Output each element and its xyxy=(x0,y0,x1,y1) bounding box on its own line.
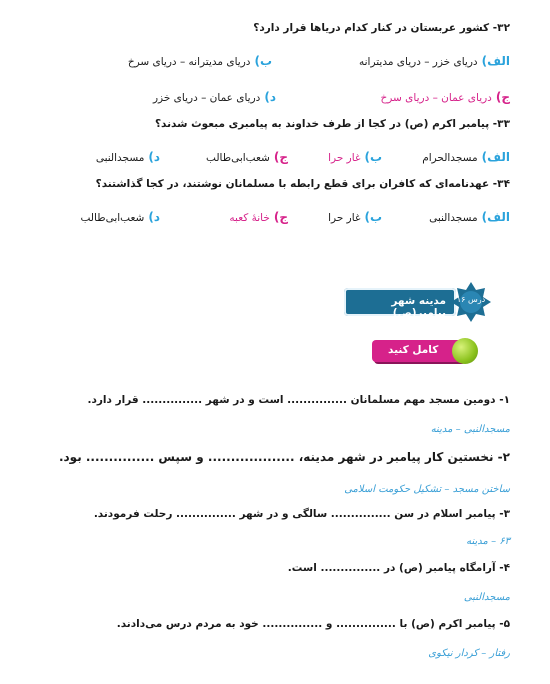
complete-label: کامل کنید xyxy=(388,344,439,356)
question-32: ۳۲- کشور عربستان در کنار کدام دریاها قرار دارد؟ xyxy=(253,22,510,34)
fill-question-2: ۲- نخستین کار پیامبر در شهر مدینه، ................... و سپس ............... بود. xyxy=(58,450,510,464)
q32-option-b: ب)دریای مدیترانه – دریای سرخ xyxy=(127,54,272,68)
question-33: ۳۳- پیامبر اکرم (ص) در کجا از طرف خداوند به پیامبری مبعوث شدند؟ xyxy=(154,118,510,130)
q32-option-d: د)دریای عمان – دریای خزر xyxy=(152,90,276,104)
fill-question-4: ۴- آرامگاه پیامبر (ص) در ............... است. xyxy=(287,562,510,574)
q33-option-d: د)مسجدالنبی xyxy=(95,150,160,164)
fill-answer-5: رفتار – کردار نیکوی xyxy=(428,648,510,659)
q34-option-b: ب)غار حرا xyxy=(328,210,382,224)
q33-option-a: الف)مسجدالحرام xyxy=(422,150,510,164)
fill-answer-3: ۶۳ – مدینه xyxy=(466,536,510,547)
q33-option-b: ب)غار حرا xyxy=(328,150,382,164)
q34-option-a: الف)مسجدالنبی xyxy=(429,210,510,224)
q32-option-a: الف)دریای خزر – دریای مدیترانه xyxy=(358,54,510,68)
q34-option-d: د)شعب‌ابی‌طالب xyxy=(80,210,160,224)
q32-option-c: ج)دریای عمان – دریای سرخ xyxy=(380,90,510,104)
lesson-title-banner xyxy=(344,288,456,319)
fill-question-3: ۳- پیامبر اسلام در سن ............... سالگی و در شهر ............... رحلت فرمودند. xyxy=(93,508,510,520)
fill-question-5: ۵- پیامبر اکرم (ص) با ............... و ............... خود به مردم درس می‌دادند. xyxy=(116,618,510,630)
question-34: ۳۴- عهدنامه‌ای که کافران برای قطع رابطه با مسلمانان نوشتند، در کجا گذاشتند؟ xyxy=(95,178,510,190)
q33-option-c: ج)شعب‌ابی‌طالب xyxy=(206,150,288,164)
green-ball-icon xyxy=(452,338,478,364)
fill-answer-2: ساختن مسجد – تشکیل حکومت اسلامی xyxy=(344,484,510,495)
fill-answer-1: مسجدالنبی – مدینه xyxy=(430,424,510,435)
q34-option-c: ج)خانهٔ کعبه xyxy=(229,210,288,224)
lesson-number-badge xyxy=(450,281,492,323)
fill-question-1: ۱- دومین مسجد مهم مسلمانان ............... است و در شهر ............... قرار دارد. xyxy=(87,394,510,406)
fill-answer-4: مسجدالنبی xyxy=(463,592,510,603)
lesson-title: مدینه شهر پیامبر(ص) xyxy=(391,295,446,319)
lesson-number: درس ۱۶ xyxy=(456,295,486,304)
complete-section-header xyxy=(372,338,480,366)
complete-pill xyxy=(372,340,464,362)
